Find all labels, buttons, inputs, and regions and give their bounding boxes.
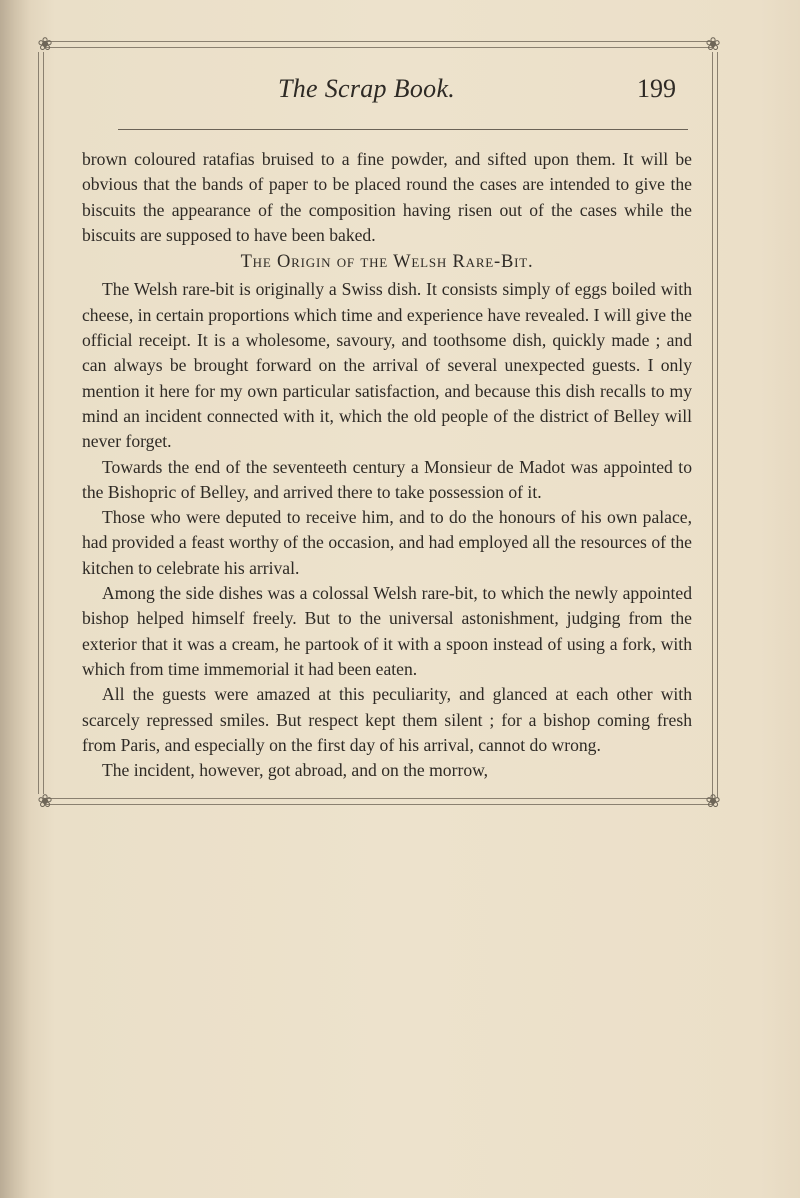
- header-rule: [118, 129, 688, 130]
- paragraph: brown coloured ratafias bruised to a fine powder, and sifted upon them. It will be obvious that the bands of paper to be placed round the cases are intended to give the biscuits the appearance of the composition having risen out of the cases while the biscuits are supposed to have been baked.: [82, 149, 692, 245]
- frame-left-rule: [38, 52, 44, 794]
- section-heading: The Origin of the Welsh Rare-Bit.: [240, 252, 534, 273]
- fleuron-icon: ❀: [705, 791, 721, 811]
- frame-right-rule: [712, 52, 718, 798]
- paragraph: Towards the end of the seventeeth century a Monsieur de Madot was appointed to the Bishopric of Belley, and arrived there to take possession of it.: [82, 456, 692, 502]
- running-title: The Scrap Book.: [278, 74, 456, 103]
- page-header: [88, 68, 684, 112]
- paragraph: Among the side dishes was a colossal Welsh rare-bit, to which the newly appointed bishop helped himself freely. But to the universal astonishment, judging from the exterior that it was a cream, he partook of it with a spoon instead of using a fork, with which from time immemorial it had been eaten.: [82, 583, 692, 679]
- frame-bottom-rule: [44, 798, 714, 805]
- page-number: 199: [637, 74, 676, 103]
- paragraph: The Welsh rare-bit is originally a Swiss dish. It consists simply of eggs boiled with cheese, in certain proportions which time and experience have revealed. I will give the official receipt. It is a wholesome, savoury, and toothsome dish, quickly made ; and can always be brought forward on the arrival of several unexpected guests. I only mention it here for my own particular satisfaction, and because this dish recalls to my mind an incident connected with it, which the old people of the district of Belley will never forget.: [82, 279, 692, 452]
- fleuron-icon: ❀: [37, 34, 53, 54]
- paragraph: The incident, however, got abroad, and on the morrow,: [102, 760, 489, 781]
- fleuron-icon: ❀: [37, 791, 53, 811]
- paragraph: Those who were deputed to receive him, and to do the honours of his own palace, had provided a feast worthy of the occasion, and had employed all the resources of the kitchen to celebrate his arrival.: [82, 507, 692, 578]
- fleuron-icon: ❀: [705, 34, 721, 54]
- body-text: [82, 147, 692, 783]
- frame-top-rule: [44, 41, 714, 48]
- paragraph: All the guests were amazed at this peculiarity, and glanced at each other with scarcely repressed smiles. But respect kept them silent ; for a bishop coming fresh from Paris, and especially on the first day of his arrival, cannot do wrong.: [82, 684, 692, 755]
